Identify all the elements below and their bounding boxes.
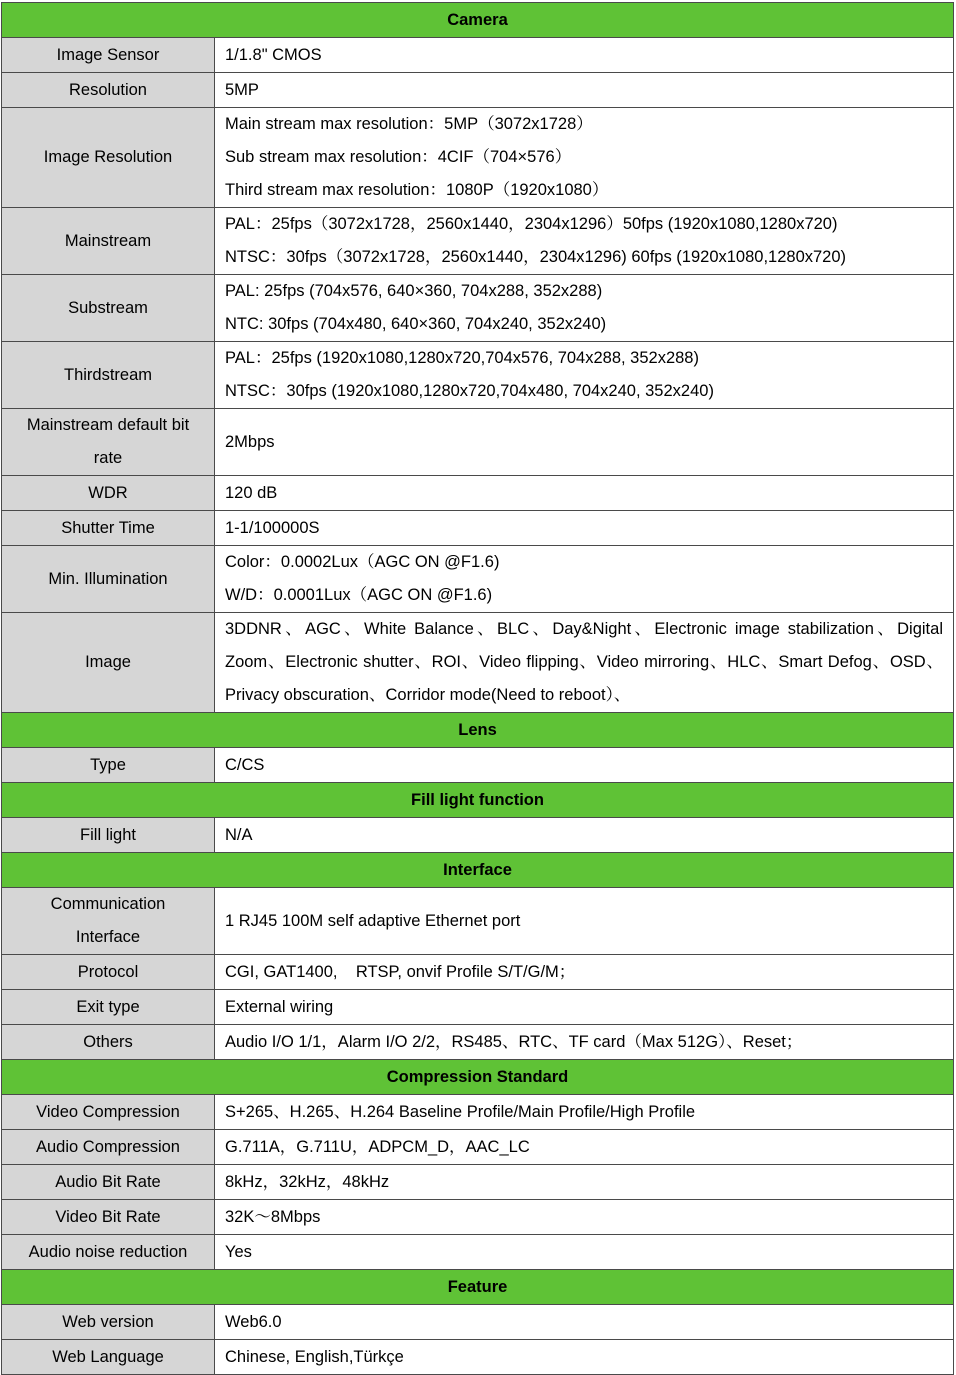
label-line: rate <box>93 449 123 467</box>
row-value: S+265、H.265、H.264 Baseline Profile/Main Profile/High Profile <box>215 1095 954 1130</box>
section-row-compression <box>2 1060 954 1095</box>
table-row <box>2 409 954 476</box>
row-label <box>2 409 215 476</box>
table-row <box>2 748 954 783</box>
table-row <box>2 1340 954 1375</box>
row-value <box>215 546 954 613</box>
value-line: Color：0.0002Lux（AGC ON @F1.6) <box>225 553 500 571</box>
spec-table <box>1 2 954 1375</box>
table-row <box>2 613 954 713</box>
row-label: Protocol <box>2 955 215 990</box>
table-row <box>2 1235 954 1270</box>
section-title-interface: Interface <box>2 853 954 888</box>
table-row <box>2 73 954 108</box>
row-value: 1 RJ45 100M self adaptive Ethernet port <box>215 888 954 955</box>
section-title-compression: Compression Standard <box>2 1060 954 1095</box>
value-line: Sub stream max resolution：4CIF（704×576） <box>225 148 572 166</box>
value-line: PAL: 25fps (704x576, 640×360, 704x288, 352x288) <box>225 282 603 300</box>
table-row <box>2 1200 954 1235</box>
row-value <box>215 613 954 713</box>
label-line: Communication <box>50 895 166 913</box>
row-label: Exit type <box>2 990 215 1025</box>
row-label: Substream <box>2 275 215 342</box>
table-row <box>2 511 954 546</box>
row-value: 2Mbps <box>215 409 954 476</box>
value-line: W/D：0.0001Lux（AGC ON @F1.6) <box>225 586 493 604</box>
row-label: Image Resolution <box>2 108 215 208</box>
row-value: 32K～8Mbps <box>215 1200 954 1235</box>
value-line: PAL：25fps（3072x1728，2560x1440，2304x1296）50fps (1920x1080,1280x720) <box>225 215 838 233</box>
row-label: Web version <box>2 1305 215 1340</box>
table-row <box>2 1305 954 1340</box>
table-row <box>2 476 954 511</box>
row-label: Video Bit Rate <box>2 1200 215 1235</box>
row-label: Audio Compression <box>2 1130 215 1165</box>
table-row <box>2 1095 954 1130</box>
row-value: Yes <box>215 1235 954 1270</box>
table-row <box>2 108 954 208</box>
row-label: Resolution <box>2 73 215 108</box>
value-line: PAL：25fps (1920x1080,1280x720,704x576, 704x288, 352x288) <box>225 349 699 367</box>
row-value: CGI, GAT1400, RTSP, onvif Profile S/T/G/M； <box>215 955 954 990</box>
section-row-interface <box>2 853 954 888</box>
row-label: Thirdstream <box>2 342 215 409</box>
section-title-feature: Feature <box>2 1270 954 1305</box>
value-line: NTSC：30fps（3072x1728，2560x1440，2304x1296) 60fps (1920x1080,1280x720) <box>225 248 847 266</box>
value-line: Third stream max resolution：1080P（1920x1080） <box>225 181 609 199</box>
row-label: Type <box>2 748 215 783</box>
section-row-camera <box>2 3 954 38</box>
table-row <box>2 342 954 409</box>
section-title-lens: Lens <box>2 713 954 748</box>
row-label: Mainstream <box>2 208 215 275</box>
label-line: Mainstream default bit <box>26 416 190 434</box>
row-value: 8kHz，32kHz，48kHz <box>215 1165 954 1200</box>
section-row-fill-light <box>2 783 954 818</box>
row-label: Audio noise reduction <box>2 1235 215 1270</box>
row-value: External wiring <box>215 990 954 1025</box>
table-row <box>2 818 954 853</box>
table-row <box>2 1130 954 1165</box>
table-row <box>2 955 954 990</box>
table-row <box>2 546 954 613</box>
table-row <box>2 888 954 955</box>
row-value <box>215 342 954 409</box>
row-value: G.711A，G.711U，ADPCM_D，AAC_LC <box>215 1130 954 1165</box>
row-label: Image Sensor <box>2 38 215 73</box>
section-title-fill-light: Fill light function <box>2 783 954 818</box>
value-paragraph: 3DDNR、AGC、White Balance、BLC、Day&Night、Electronic image stabilization、Digital Zoom、Electronic shutter、ROI、Video flipping、Video mirroring、HLC、Smart Defog、OSD、Privacy obscuration、Corridor mode(Need to reboot）、 <box>225 620 943 704</box>
table-row <box>2 208 954 275</box>
row-label: Web Language <box>2 1340 215 1375</box>
table-row <box>2 1025 954 1060</box>
row-value: 1/1.8" CMOS <box>215 38 954 73</box>
table-row <box>2 275 954 342</box>
row-label: Audio Bit Rate <box>2 1165 215 1200</box>
section-title-camera: Camera <box>2 3 954 38</box>
row-value: 1-1/100000S <box>215 511 954 546</box>
row-value <box>215 275 954 342</box>
row-value: N/A <box>215 818 954 853</box>
table-row <box>2 38 954 73</box>
row-label: Video Compression <box>2 1095 215 1130</box>
value-line: NTSC：30fps (1920x1080,1280x720,704x480, 704x240, 352x240) <box>225 382 714 400</box>
label-line: Interface <box>75 928 141 946</box>
row-label: Others <box>2 1025 215 1060</box>
row-value: 5MP <box>215 73 954 108</box>
row-label: Min. Illumination <box>2 546 215 613</box>
row-value <box>215 108 954 208</box>
table-row <box>2 990 954 1025</box>
row-label: Image <box>2 613 215 713</box>
row-label <box>2 888 215 955</box>
table-row <box>2 1165 954 1200</box>
row-value: 120 dB <box>215 476 954 511</box>
row-value: Web6.0 <box>215 1305 954 1340</box>
row-label: WDR <box>2 476 215 511</box>
row-value: Audio I/O 1/1，Alarm I/O 2/2，RS485、RTC、TF card（Max 512G）、Reset； <box>215 1025 954 1060</box>
value-line: Main stream max resolution：5MP（3072x1728） <box>225 115 593 133</box>
section-row-lens <box>2 713 954 748</box>
row-label: Fill light <box>2 818 215 853</box>
row-label: Shutter Time <box>2 511 215 546</box>
row-value: Chinese, English,Türkçe <box>215 1340 954 1375</box>
row-value: C/CS <box>215 748 954 783</box>
row-value <box>215 208 954 275</box>
value-line: NTC: 30fps (704x480, 640×360, 704x240, 352x240) <box>225 315 607 333</box>
section-row-feature <box>2 1270 954 1305</box>
